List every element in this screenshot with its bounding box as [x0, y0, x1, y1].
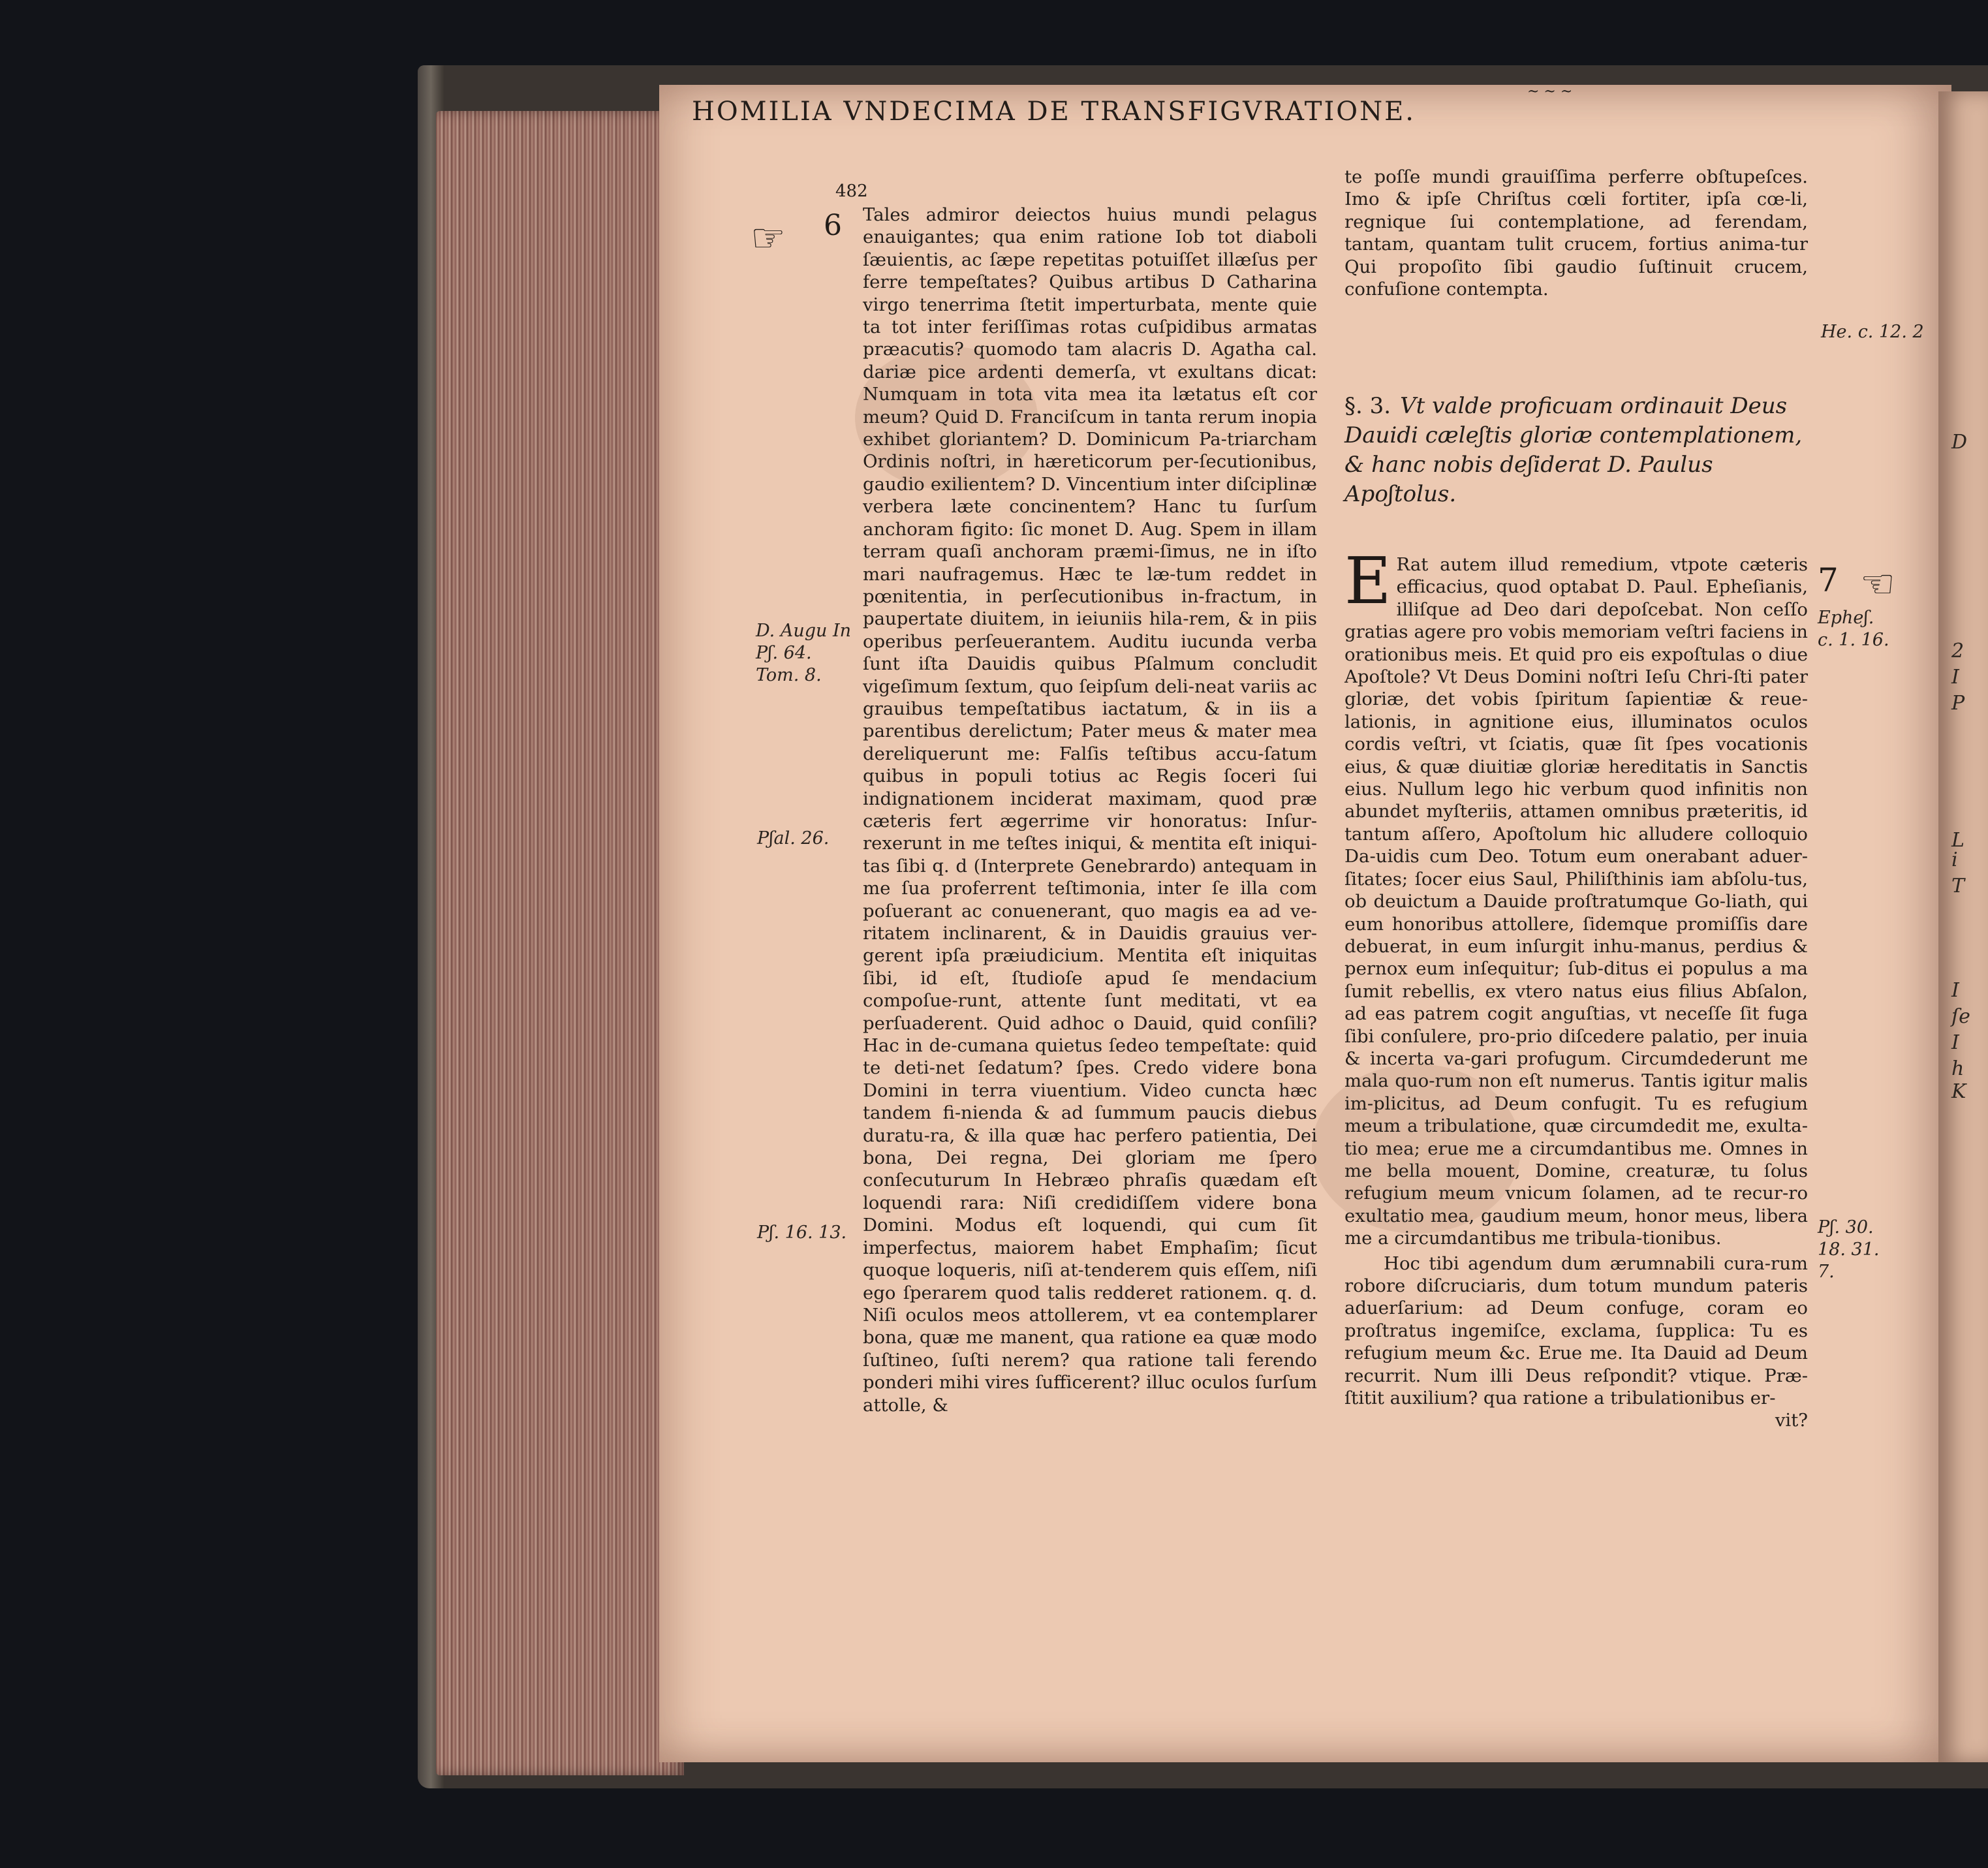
next-page-fragment: i: [1951, 848, 1958, 871]
margin-number-6: 6: [824, 209, 842, 242]
pointing-hand-icon: ☞: [1860, 561, 1895, 607]
next-page-fragment: ſe: [1951, 1005, 1970, 1028]
right-column-top-text: te poſſe mundi grauiſſima perferre obſtupeſces. Imo & ipſe Chriſtus cœli fortiter, ipſa cœ-li, regnique ſui contemplatione, ad ferendam, tantam, quantam tulit crucem, fortius anima-tur Qui propoſito ſibi gaudio ſuſtinuit crucem, confuſione contempta.: [1344, 166, 1808, 300]
next-page-edge: [1938, 91, 1988, 1762]
margin-note-psal26: Pʃal. 26.: [757, 828, 830, 848]
page-number: 482: [835, 181, 868, 201]
next-page-fragment: L: [1951, 829, 1965, 852]
right-column-body: [1344, 544, 1808, 1432]
next-page-fragment: I: [1951, 1031, 1959, 1054]
next-page-fragment: D: [1951, 431, 1968, 454]
drop-cap: E: [1344, 544, 1391, 619]
next-page-fragment: T: [1951, 875, 1965, 897]
margin-note-ps16: Pʃ. 16. 13.: [757, 1222, 847, 1243]
page-edges: [436, 111, 684, 1775]
next-page-fragment: K: [1951, 1080, 1966, 1103]
margin-number-7: 7: [1818, 561, 1839, 599]
next-page-fragment: I: [1951, 666, 1959, 689]
next-page-fragment: 2: [1951, 640, 1965, 662]
margin-note-heb: He. c. 12. 2: [1821, 322, 1924, 342]
right-column-body-text: Rat autem illud remedium, vtpote cæteris efficacius, quod optabat D. Paul. Epheſianis, illiſque ad Deo dari depoſcebat. Non ceſſo gratias agere pro vobis memoriam veſtri faciens in orationibus meis. Et quid pro eis expoſtulas o diue Apoſtole? Vt Deus Domini noſtri Ieſu Chri-ſti pater gloriæ, det vobis ſpiritum ſapientiæ & reue-lationis, in agnitione eius, illuminatos oculos cordis veſtri, vt ſciatis, quæ ſit ſpes vocationis eius, & quæ diuitiæ gloriæ hereditatis in Sanctis eius. Nullum lego hic verbum quod infinitis non abundet myſteriis, attamen omnibus præteritis, id tantum aſſero, Apoſtolum hic alludere colloquio Da-uidis cum Deo. Totum eum onerabant aduer-ſitates; ſocer eius Saul, Philiſthinis iam abſolu-tus, ob deuictum a Dauide proſtratumque Go-liath, qui eum honoribus attollere, ſidemque promiſſis dare debuerat, in eum inſurgit inhu-manus, perdius & pernox eum inſequitur; ſub-ditus ei populus a ma ſumit rebellis, ex vtero natus eius filius Abſalon, ad eas patrem cogit anguſtias, vt neceſſe ſit fuga ſibi conſulere, pro-prio diſcedere palatio, per inuia & incerta va-gari profugum. Circumdederunt me mala quo-rum non eſt numerus. Tantis igitur malis im-plicitus, ad Deum confugit. Tu es refugium meum a tribulatione, quæ circumdedit me, exulta-tio mea; erue me a circumdantibus me. Omnes in me bella mouent, Domine, creaturæ, tu ſolus refugium meum vnicum ſolamen, ad te recur-ro exultatio mea, gaudium meum, honor meus, libera me a circumdantibus me tribula-tionibus.: [1344, 554, 1808, 1249]
margin-note-ephes: Epheʃ. c. 1. 16.: [1818, 608, 1889, 650]
next-page-fragment: h: [1951, 1057, 1965, 1080]
left-column-text: [863, 204, 1317, 1416]
next-page-fragment: P: [1951, 692, 1965, 715]
pointing-hand-icon: ☞: [751, 215, 786, 261]
left-column-paragraph: Tales admiror deiectos huius mundi pelagus enauigantes; qua enim ratione Iob tot diaboli ſæuientis, ac ſæpe repetitas potuiſſet illæſus per ferre tempeſtates? Quibus artibus D Catharina virgo tenerrima ſtetit imperturbata, mente quie ta tot inter feriſſimas rotas cuſpidibus armatas præacutis? quomodo tam alacris D. Agatha cal. dariæ pice ardenti demerſa, vt exultans dicat: Numquam in tota vita mea ita lætatus eſt cor meum? Quid D. Franciſcum in tanta rerum inopia exhibet gloriantem? D. Dominicum Pa-triarcham Ordinis noſtri, in hæreticorum per-ſecutionibus, gaudio exilientem? D. Vincentium inter diſciplinæ verbera læte concinentem? Hanc tu ſurſum anchoram figito: ſic monet D. Aug. Spem in illam terram quaſi anchoram præmi-ſimus, ne in iſto mari naufragemus. Hæc te læ-tum reddet in pœnitentia, in perſecutionibus in-fractum, in paupertate diuitem, in ieiuniis hila-rem, & in piis operibus perſeuerantem. Auditu iucunda verba ſunt iſta Dauidis quibus Pſalmum concludit vigeſimum ſextum, quo ſeipſum deli-neat variis ac grauibus tempeſtatibus iactatum, & in iis a parentibus derelictum; Pater meus & mater mea dereliquerunt me: Falſis teſtibus accu-ſatum quibus in populi totius ac Regis ſoceri ſui indignationem inciderat maximam, quod præ cæteris fert ægerrime vir honoratus: Inſur-rexerunt in me teſtes iniqui, & mentita eſt iniqui-tas ſibi q. d (Interprete Genebrardo) antequam in me ſua proferrent teſtimonia, inter ſe illa com poſuerant ac conuenerant, quo magis ea ad ve-ritatem inclinarent, & in Dauidis grauius ver-gerent ipſa præiudicium. Mentita eſt iniquitas ſibi, id eſt, ſtudioſe apud ſe mendacium compoſue-runt, attente ſunt meditati, vt ea perſuaderent. Quid adhoc o Dauid, quid conſili? Hac in de-cumana quietus ſedeo tempeſtate: quid te deti-net ſedatum? ſpes. Credo videre bona Domini in terra viuentium. Video cuncta hæc tandem fi-nienda & ad ſummum paucis diebus duratu-ra, & illa quæ hac perfero patientia, Dei bona, Dei regna, Dei gloriam me ſpero conſecuturum In Hebræo phraſis quædam eſt loquendi rara: Niſi credidiſſem videre bona Domini. Modus eſt loquendi, qui cum ſit imperfectus, maiorem habet Emphaſim; ſicut quoque loqueris, niſi at-tenderem quis eſſem, niſi ego ſperarem quod talis redderet rationem. q. d. Niſi oculos meos attollerem, vt ea contemplarer bona, quæ me manent, qua ratione ea quæ modo ſuſtineo, ſuſti nerem? qua ratione tali ferendo ponderi mihi vires ſufficerent? illuc oculos ſurſum attolle, &: [863, 204, 1317, 1416]
right-column-final-paragraph: Hoc tibi agendum dum ærumnabili cura-rum robore diſcruciaris, dum totum mundum pateris aduerſarium: ad Deum confuge, coram eo proſtratus ingemiſce, exclama, ſupplica: Tu es refugium meum &c. Erue me. Ita Dauid ad Deum recurrit. Num illi Deus reſpondit? vtique. Præ-ſtitit auxilium? qua ratione a tribulationibus er-: [1344, 1253, 1808, 1409]
section-number: §. 3.: [1344, 393, 1391, 419]
section-heading-text: Vt valde proficuam ordinauit Deus Dauidi cæleʃtis gloriæ contemplationem, & hanc nobis deʃiderat D. Paulus Apoʃtolus.: [1344, 393, 1803, 507]
next-page-fragment: I: [1951, 979, 1959, 1002]
margin-note-augustine: D. Augu In Pʃ. 64. Tom. 8.: [756, 621, 852, 685]
section-heading: [1344, 392, 1809, 509]
catchword: vit?: [1775, 1410, 1808, 1431]
margin-note-ps30: Pʃ. 30. 18. 31. 7.: [1818, 1217, 1880, 1282]
scribble-note: ~ ~ ~: [1527, 84, 1573, 100]
running-head: HOMILIA VNDECIMA DE TRANSFIGVRATIONE.: [692, 97, 1416, 127]
